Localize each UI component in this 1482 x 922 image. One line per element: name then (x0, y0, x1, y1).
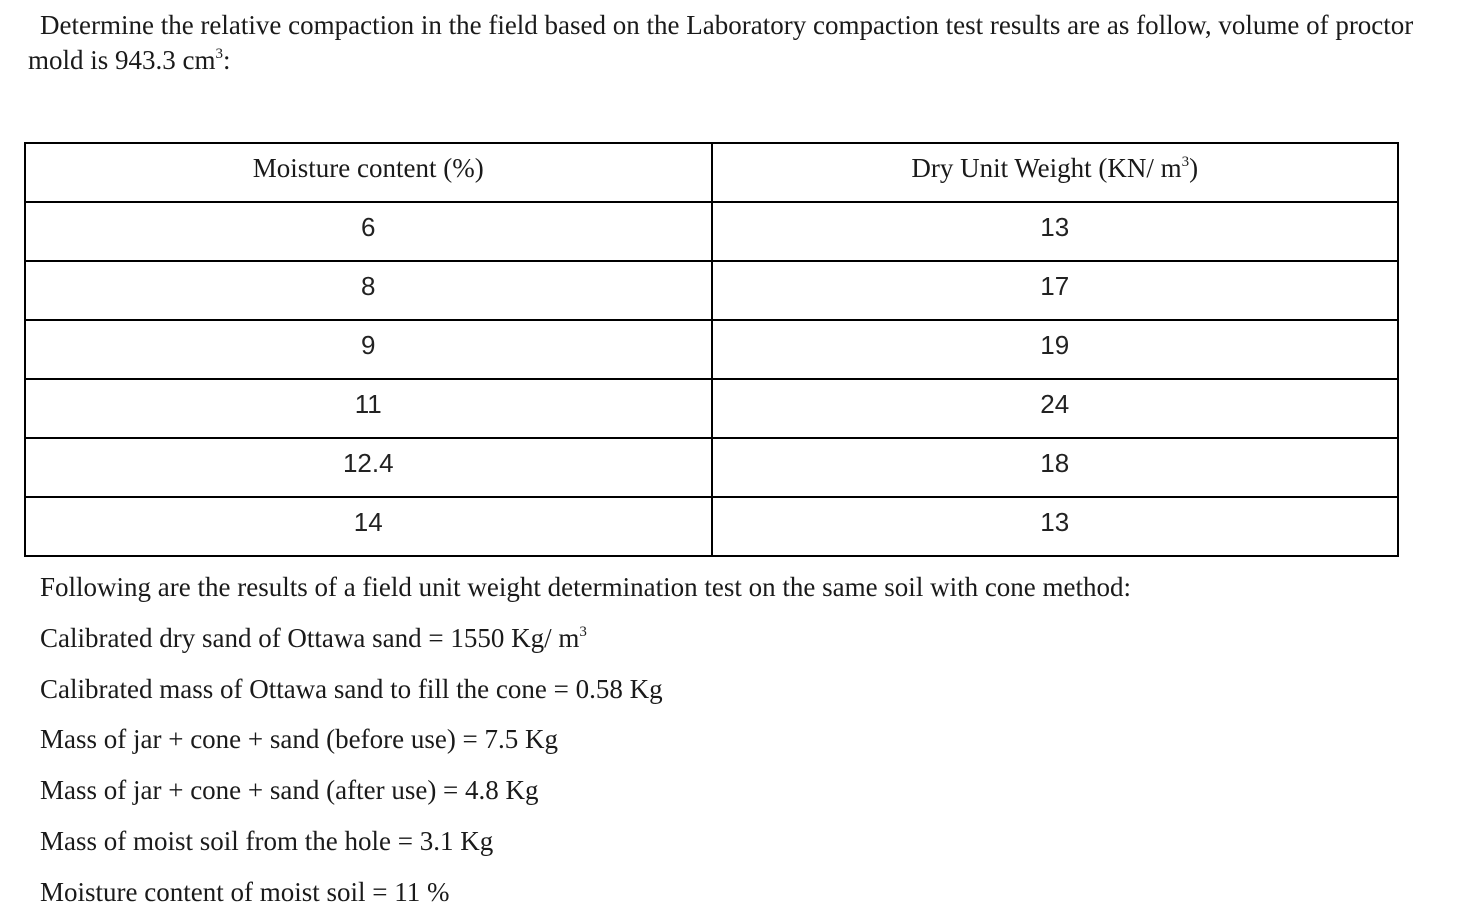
header-dry-unit-weight (712, 143, 1399, 202)
dry-unit-weight-cell: 13 (712, 497, 1399, 556)
mass-before-line: Mass of jar + cone + sand (before use) = 7.5 Kg (40, 724, 559, 755)
header-cubic-superscript: 3 (1181, 154, 1190, 170)
problem-intro-text: Determine the relative compaction in the field based on the Laboratory compaction test results are as follow, volume of proctor mold is 943.3 cm (28, 10, 1414, 75)
moisture-cell: 14 (25, 497, 712, 556)
table-row (25, 261, 1398, 320)
table-row (25, 320, 1398, 379)
problem-intro-colon: : (223, 45, 231, 75)
header-moisture-content: Moisture content (%) (25, 143, 712, 202)
moisture-content-line: Moisture content of moist soil = 11 % (40, 876, 450, 907)
moisture-cell: 12.4 (25, 438, 712, 497)
dry-unit-weight-cell: 17 (712, 261, 1399, 320)
moist-soil-mass-line: Mass of moist soil from the hole = 3.1 Kg (40, 825, 494, 856)
cone-mass-line: Calibrated mass of Ottawa sand to fill the cone = 0.58 Kg (40, 673, 663, 704)
table-row (25, 438, 1398, 497)
moisture-cell: 9 (25, 320, 712, 379)
sand-density-line (40, 617, 1131, 668)
dry-unit-weight-cell: 24 (712, 379, 1399, 438)
dry-unit-weight-cell: 19 (712, 320, 1399, 379)
mass-after-line: Mass of jar + cone + sand (after use) = 4.8 Kg (40, 775, 539, 806)
table-row (25, 202, 1398, 261)
sand-density-superscript: 3 (579, 623, 587, 640)
header-dry-unit-text: Dry Unit Weight (KN/ m (911, 153, 1182, 183)
moisture-cell: 11 (25, 379, 712, 438)
header-dry-unit-close: ) (1189, 153, 1199, 183)
sand-density-text: Calibrated dry sand of Ottawa sand = 1550 Kg/ m (40, 622, 580, 653)
dry-unit-weight-cell: 13 (712, 202, 1399, 261)
table-header-row (25, 143, 1398, 202)
problem-statement (28, 8, 1448, 78)
table-row (25, 379, 1398, 438)
field-test-results (40, 566, 1131, 922)
moisture-cell: 6 (25, 202, 712, 261)
moisture-cell: 8 (25, 261, 712, 320)
compaction-table (24, 142, 1399, 557)
cubic-superscript: 3 (215, 46, 223, 62)
table-row (25, 497, 1398, 556)
field-test-heading: Following are the results of a field unit weight determination test on the same soil with cone method: (40, 572, 1132, 602)
dry-unit-weight-cell: 18 (712, 438, 1399, 497)
